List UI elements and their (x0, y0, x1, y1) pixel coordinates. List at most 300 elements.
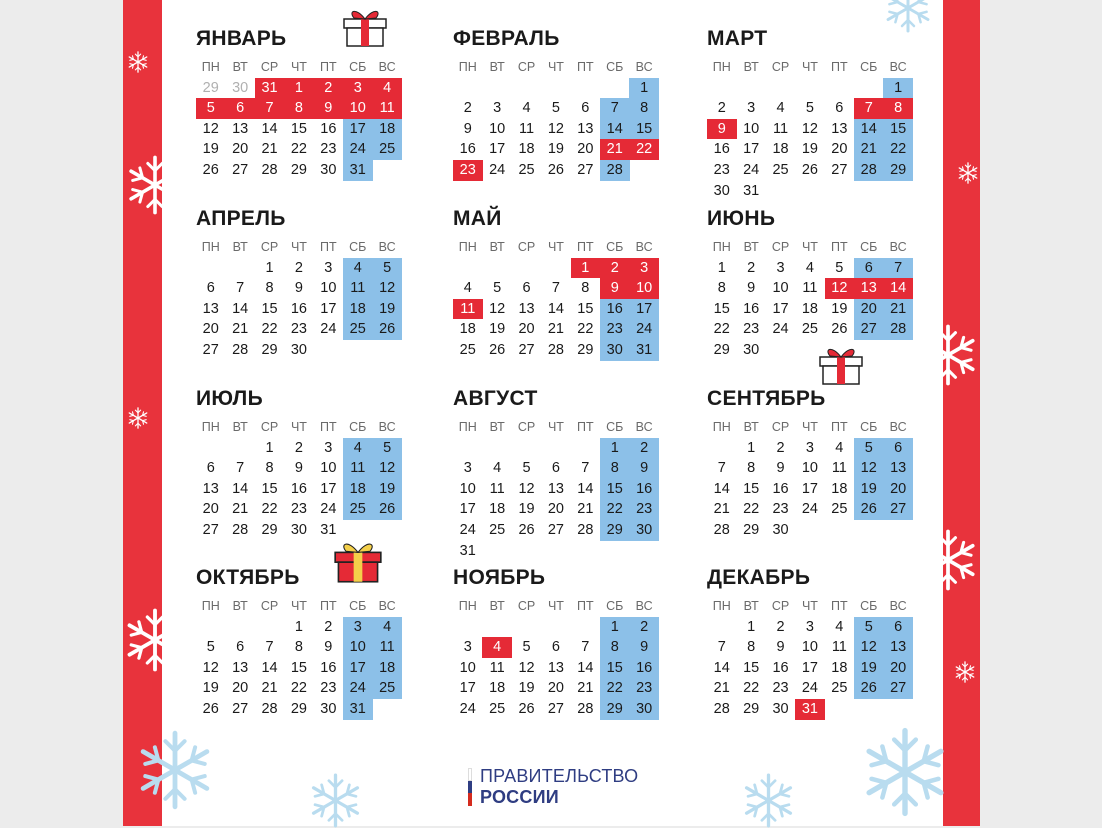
day-cell: 8 (747, 460, 756, 477)
day-cell: 12 (202, 120, 219, 137)
day-cell: 21 (261, 141, 278, 158)
day-cell: 27 (854, 319, 884, 340)
day-cell: 28 (232, 522, 249, 538)
weekday-label: СР (260, 420, 279, 434)
day-cell: 25 (518, 162, 535, 178)
day-cell: 8 (883, 98, 913, 119)
weekday-label: ПТ (320, 420, 337, 434)
day-cell: 29 (290, 701, 307, 717)
day-cell: 2 (776, 439, 785, 456)
day-cell: 25 (372, 139, 402, 160)
day-cell: 9 (314, 98, 344, 119)
day-cell: 28 (713, 701, 730, 717)
day-cell: 17 (320, 300, 337, 317)
snowflake-icon (917, 529, 979, 591)
day-cell: 28 (600, 160, 630, 181)
day-cell: 23 (320, 680, 337, 697)
day-cell: 30 (320, 162, 337, 178)
snowflake-icon (135, 730, 215, 810)
day-cell: 25 (831, 680, 848, 697)
day-cell: 27 (202, 522, 219, 538)
day-cell: 21 (577, 501, 594, 518)
weekday-label: ВС (635, 240, 653, 254)
day-cell: 23 (713, 162, 730, 178)
day-cell: 16 (459, 141, 476, 158)
day-cell: 8 (265, 460, 274, 477)
weekday-label: ПН (712, 240, 731, 254)
day-cell: 25 (489, 701, 506, 717)
weekday-label: СБ (349, 240, 367, 254)
month-title: НОЯБРЬ (453, 566, 546, 589)
month-title: ФЕВРАЛЬ (453, 27, 560, 50)
weekday-label: ВТ (743, 599, 759, 613)
day-cell: 15 (600, 658, 630, 679)
day-cell: 29 (261, 342, 278, 358)
day-cell: 23 (772, 501, 789, 518)
day-cell: 31 (343, 699, 373, 720)
day-cell: 21 (232, 501, 249, 518)
day-cell: 22 (290, 680, 307, 697)
day-cell: 2 (747, 259, 756, 276)
day-cell: 19 (547, 141, 564, 158)
snowflake-icon (125, 155, 185, 215)
day-cell: 17 (801, 480, 818, 497)
day-cell: 13 (202, 300, 219, 317)
weekday-label: ПТ (831, 599, 848, 613)
day-cell: 17 (459, 680, 476, 697)
month-title: ЯНВАРЬ (196, 27, 287, 50)
day-cell: 11 (343, 278, 373, 299)
day-cell: 4 (493, 460, 502, 477)
day-cell: 1 (747, 618, 756, 635)
day-cell: 10 (343, 637, 373, 658)
day-cell: 22 (261, 321, 278, 338)
day-cell: 7 (581, 460, 590, 477)
day-cell: 21 (854, 139, 884, 160)
weekday-label: ПТ (577, 60, 594, 74)
day-cell: 17 (629, 299, 659, 320)
weekday-label: ВС (889, 60, 907, 74)
day-cell: 7 (717, 460, 726, 477)
day-cell: 5 (522, 639, 531, 656)
day-cell: 3 (776, 259, 785, 276)
day-cell: 10 (459, 659, 476, 676)
day-cell: 28 (713, 522, 730, 538)
day-cell: 22 (577, 321, 594, 338)
weekday-label: ВС (378, 599, 396, 613)
weekday-label: ПТ (320, 60, 337, 74)
day-cell: 30 (772, 701, 789, 717)
day-cell: 2 (600, 258, 630, 279)
snowflake-icon (127, 407, 149, 429)
logo-line-1: ПРАВИТЕЛЬСТВО (480, 766, 639, 786)
day-cell: 29 (261, 522, 278, 538)
day-cell: 3 (324, 439, 333, 456)
day-cell: 2 (629, 438, 659, 459)
day-cell: 13 (202, 480, 219, 497)
flag-icon (468, 768, 472, 806)
weekday-label: СР (517, 60, 536, 74)
day-cell: 28 (883, 319, 913, 340)
day-cell: 12 (372, 278, 402, 299)
day-cell: 26 (372, 319, 402, 340)
day-cell: 2 (717, 100, 726, 117)
day-cell: 19 (854, 479, 884, 500)
day-cell: 30 (629, 699, 659, 720)
day-cell: 6 (225, 98, 255, 119)
day-cell: 3 (747, 100, 756, 117)
day-cell: 14 (854, 119, 884, 140)
month-title: ИЮЛЬ (196, 387, 263, 410)
day-cell: 7 (854, 98, 884, 119)
day-cell: 8 (265, 280, 274, 297)
day-cell: 23 (453, 160, 483, 181)
day-cell: 19 (518, 501, 535, 518)
day-cell: 15 (713, 300, 730, 317)
day-cell: 14 (547, 300, 564, 317)
day-cell: 6 (551, 639, 560, 656)
day-cell: 11 (489, 480, 505, 497)
day-cell: 23 (772, 680, 789, 697)
weekday-label: ВТ (489, 60, 505, 74)
weekday-label: ЧТ (547, 60, 564, 74)
day-cell: 14 (577, 659, 594, 676)
day-cell: 26 (854, 499, 884, 520)
day-cell: 4 (463, 280, 472, 297)
day-cell: 29 (743, 701, 760, 717)
day-cell: 5 (854, 617, 884, 638)
day-cell: 6 (551, 460, 560, 477)
day-cell: 10 (489, 120, 506, 137)
day-cell: 3 (343, 617, 373, 638)
day-cell: 2 (314, 78, 344, 99)
day-cell: 19 (372, 299, 402, 320)
day-cell: 21 (547, 321, 564, 338)
weekday-label: ПН (201, 420, 220, 434)
weekday-label: ПН (458, 599, 477, 613)
day-cell: 4 (835, 618, 844, 635)
weekday-label: СБ (860, 420, 878, 434)
weekday-label: ЧТ (547, 420, 564, 434)
day-cell: 4 (372, 617, 402, 638)
day-cell: 10 (459, 480, 476, 497)
day-cell: 22 (290, 141, 307, 158)
weekday-label: СБ (349, 599, 367, 613)
day-cell: 5 (854, 438, 884, 459)
weekday-label: СР (771, 240, 790, 254)
day-cell: 12 (854, 637, 884, 658)
day-cell: 20 (883, 479, 913, 500)
day-cell: 29 (577, 342, 594, 358)
day-cell: 30 (629, 520, 659, 541)
weekday-label: ПТ (831, 240, 848, 254)
day-cell: 20 (547, 680, 564, 697)
day-cell: 8 (600, 458, 630, 479)
day-cell: 26 (202, 701, 219, 717)
day-cell: 16 (290, 480, 307, 497)
day-cell: 7 (236, 460, 245, 477)
day-cell: 3 (324, 259, 333, 276)
day-cell: 3 (805, 618, 814, 635)
weekday-label: ЧТ (547, 240, 564, 254)
day-cell: 29 (743, 522, 760, 538)
day-cell: 24 (459, 522, 476, 538)
day-cell: 26 (489, 342, 506, 358)
day-cell: 23 (290, 321, 307, 338)
day-cell: 11 (831, 460, 847, 477)
day-cell: 13 (518, 300, 535, 317)
weekday-label: СБ (860, 240, 878, 254)
day-cell: 2 (776, 618, 785, 635)
day-cell: 7 (551, 280, 560, 297)
day-cell: 11 (802, 280, 818, 297)
weekday-label: ПТ (320, 599, 337, 613)
day-cell: 3 (805, 439, 814, 456)
weekday-label: ВТ (489, 599, 505, 613)
day-cell: 17 (489, 141, 506, 158)
day-cell: 22 (743, 501, 760, 518)
weekday-label: ВТ (489, 240, 505, 254)
weekday-label: ПН (712, 599, 731, 613)
day-cell: 18 (372, 119, 402, 140)
gift-icon (818, 343, 864, 385)
day-cell: 14 (713, 659, 730, 676)
day-cell: 15 (577, 300, 594, 317)
day-cell: 14 (600, 119, 630, 140)
day-cell: 18 (343, 479, 373, 500)
day-cell: 6 (581, 100, 590, 117)
month-title: ОКТЯБРЬ (196, 566, 300, 589)
weekday-label: ЧТ (801, 60, 818, 74)
day-cell: 11 (519, 120, 535, 137)
day-cell: 17 (743, 141, 760, 158)
snowflake-icon (957, 162, 979, 184)
day-cell: 13 (547, 480, 564, 497)
day-cell: 18 (772, 141, 789, 158)
day-cell: 30 (743, 342, 760, 358)
day-cell: 13 (577, 120, 594, 137)
day-cell: 13 (854, 278, 884, 299)
day-cell: 1 (600, 438, 630, 459)
month-title: СЕНТЯБРЬ (707, 387, 826, 410)
weekday-label: ВТ (489, 420, 505, 434)
day-cell: 25 (459, 342, 476, 358)
day-cell: 7 (883, 258, 913, 279)
day-cell: 14 (883, 278, 913, 299)
day-cell: 16 (320, 120, 337, 137)
day-cell: 26 (547, 162, 564, 178)
day-cell: 1 (600, 617, 630, 638)
day-cell: 25 (372, 678, 402, 699)
day-cell: 10 (801, 460, 818, 477)
day-cell: 26 (202, 162, 219, 178)
snowflake-icon (883, 0, 933, 33)
day-cell: 30 (600, 340, 630, 361)
day-cell: 5 (551, 100, 560, 117)
day-cell: 27 (831, 162, 848, 178)
day-cell: 24 (320, 321, 337, 338)
day-cell: 31 (255, 78, 285, 99)
day-cell: 30 (772, 522, 789, 538)
weekday-label: ВТ (743, 240, 759, 254)
day-cell: 2 (629, 617, 659, 638)
day-cell: 5 (805, 100, 814, 117)
weekday-label: СБ (349, 60, 367, 74)
day-cell: 1 (571, 258, 601, 279)
weekday-label: ЧТ (801, 420, 818, 434)
weekday-label: СР (517, 420, 536, 434)
day-cell: 3 (629, 258, 659, 279)
day-cell: 23 (629, 678, 659, 699)
day-cell: 2 (294, 439, 303, 456)
day-cell: 31 (743, 182, 760, 199)
day-cell: 24 (801, 501, 818, 518)
day-cell: 22 (743, 680, 760, 697)
day-cell: 27 (883, 678, 913, 699)
day-cell: 11 (343, 458, 373, 479)
day-cell: 24 (801, 680, 818, 697)
day-cell: 12 (372, 458, 402, 479)
day-cell: 25 (489, 522, 506, 538)
weekday-label: СБ (606, 60, 624, 74)
day-cell: 14 (232, 480, 249, 497)
weekday-label: ВТ (743, 60, 759, 74)
day-cell: 14 (232, 300, 249, 317)
day-cell: 23 (600, 319, 630, 340)
day-cell: 7 (255, 98, 285, 119)
day-cell: 14 (261, 120, 278, 137)
day-cell: 28 (577, 701, 594, 717)
day-cell: 8 (629, 98, 659, 119)
weekday-label: СБ (860, 60, 878, 74)
weekday-label: ПТ (831, 60, 848, 74)
day-cell: 12 (518, 480, 535, 497)
day-cell: 15 (290, 120, 307, 137)
day-cell: 31 (320, 522, 337, 538)
day-cell: 14 (577, 480, 594, 497)
weekday-label: СБ (606, 240, 624, 254)
weekday-label: ВС (635, 60, 653, 74)
day-cell: 26 (518, 522, 535, 538)
day-cell: 7 (236, 280, 245, 297)
day-cell: 31 (459, 542, 476, 559)
weekday-label: ВС (378, 60, 396, 74)
day-cell: 15 (743, 659, 760, 676)
day-cell: 9 (463, 120, 472, 137)
weekday-label: ЧТ (290, 599, 307, 613)
day-cell: 15 (629, 119, 659, 140)
day-cell: 12 (518, 659, 535, 676)
day-cell: 19 (372, 479, 402, 500)
snowflake-icon (127, 51, 149, 73)
day-cell: 7 (600, 98, 630, 119)
day-cell: 4 (482, 637, 512, 658)
day-cell: 28 (261, 701, 278, 717)
day-cell: 13 (232, 659, 249, 676)
snowflake-icon (917, 324, 979, 386)
day-cell: 4 (343, 438, 373, 459)
day-cell: 10 (743, 120, 760, 137)
day-cell: 21 (232, 321, 249, 338)
day-cell: 30 (713, 182, 730, 199)
day-cell: 24 (320, 501, 337, 518)
weekday-label: ПН (712, 60, 731, 74)
day-cell: 30 (290, 342, 307, 358)
day-cell: 27 (518, 342, 535, 358)
weekday-label: ПН (712, 420, 731, 434)
weekday-label: ВС (889, 420, 907, 434)
weekday-label: ЧТ (801, 599, 818, 613)
day-cell: 27 (232, 701, 249, 717)
weekday-label: СБ (349, 420, 367, 434)
day-cell: 22 (883, 139, 913, 160)
day-cell: 4 (372, 78, 402, 99)
day-cell: 10 (320, 280, 337, 297)
day-cell: 10 (801, 639, 818, 656)
day-cell: 27 (547, 522, 564, 538)
day-cell: 13 (883, 458, 913, 479)
day-cell: 9 (294, 280, 303, 297)
day-cell: 17 (801, 659, 818, 676)
weekday-label: ПН (458, 240, 477, 254)
day-cell: 15 (290, 659, 307, 676)
day-cell: 2 (463, 100, 472, 117)
day-cell: 27 (202, 342, 219, 358)
month-title: МАРТ (707, 27, 768, 50)
day-cell: 18 (372, 658, 402, 679)
day-cell: 16 (743, 300, 760, 317)
day-cell: 9 (600, 278, 630, 299)
day-cell: 4 (522, 100, 531, 117)
day-cell: 6 (854, 258, 884, 279)
day-cell: 8 (717, 280, 726, 297)
day-cell: 20 (232, 680, 249, 697)
weekday-label: ВТ (232, 420, 248, 434)
weekday-label: ЧТ (290, 60, 307, 74)
day-cell: 4 (835, 439, 844, 456)
day-cell: 1 (747, 439, 756, 456)
weekday-label: ВС (635, 420, 653, 434)
weekday-label: ВТ (232, 240, 248, 254)
weekday-label: ПН (201, 599, 220, 613)
day-cell: 13 (831, 120, 848, 137)
day-cell: 19 (202, 680, 219, 697)
month-title: МАЙ (453, 207, 502, 230)
day-cell: 9 (294, 460, 303, 477)
day-cell: 24 (489, 162, 506, 178)
day-cell: 28 (232, 342, 249, 358)
day-cell: 12 (547, 120, 564, 137)
day-cell: 14 (261, 659, 278, 676)
day-cell: 21 (261, 680, 278, 697)
weekday-label: СР (517, 599, 536, 613)
day-cell: 16 (629, 658, 659, 679)
snowflake-icon (123, 608, 187, 672)
day-cell: 31 (343, 160, 373, 181)
day-cell: 27 (547, 701, 564, 717)
day-cell: 18 (489, 501, 506, 518)
day-cell: 21 (713, 680, 730, 697)
day-cell: 25 (343, 499, 373, 520)
day-cell: 2 (294, 259, 303, 276)
day-cell: 22 (600, 678, 630, 699)
month-title: АПРЕЛЬ (196, 207, 286, 230)
day-cell: 1 (629, 78, 659, 99)
day-cell: 10 (772, 280, 789, 297)
weekday-label: СБ (860, 599, 878, 613)
weekday-label: СР (517, 240, 536, 254)
day-cell: 10 (343, 98, 373, 119)
